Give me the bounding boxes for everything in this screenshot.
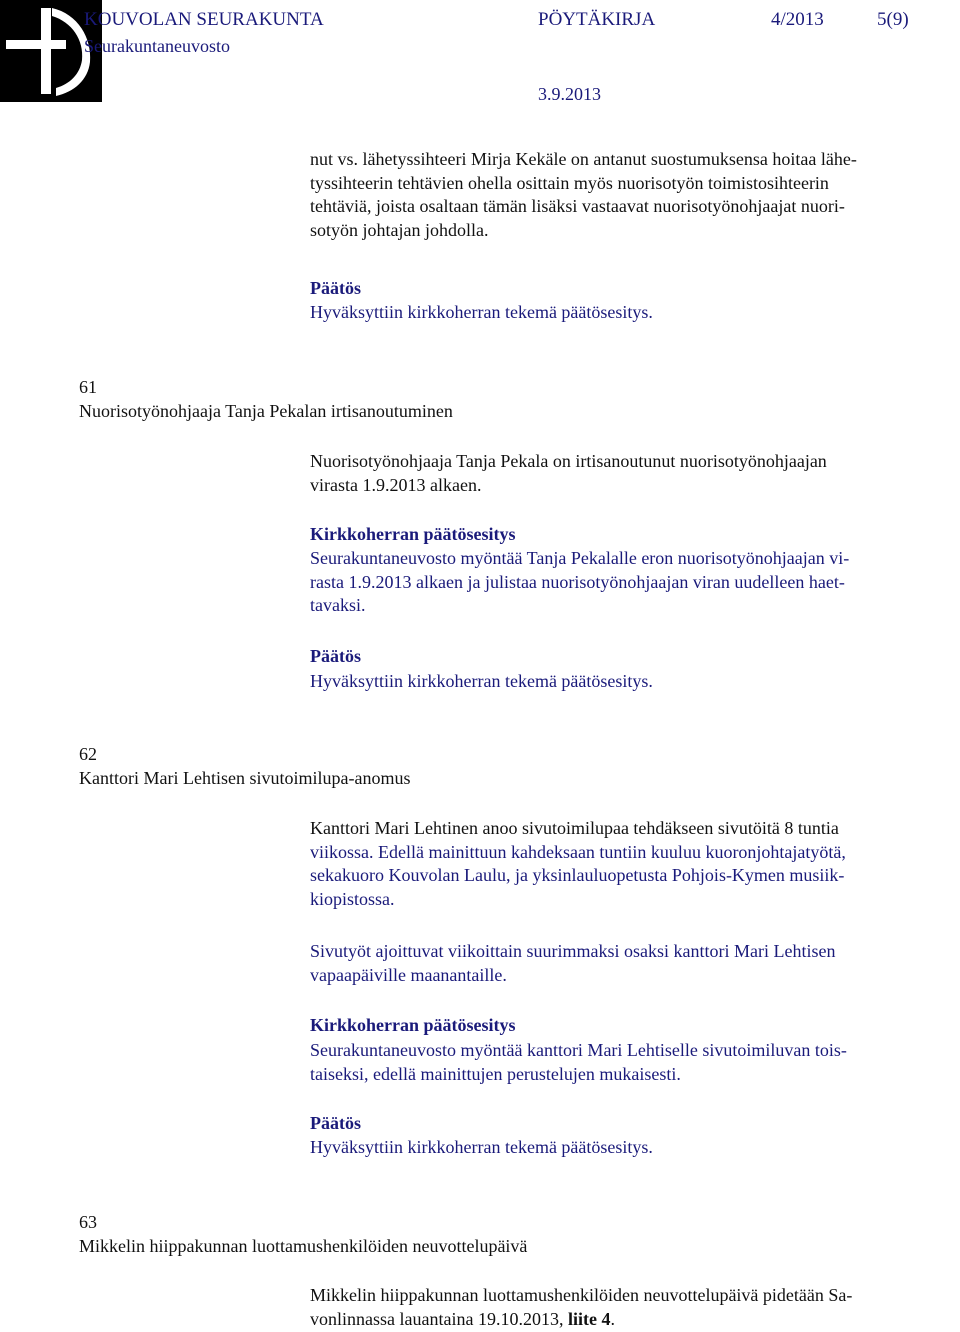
body-line: Mikkelin hiippakunnan luottamushenkilöiden neuvottelupäivä pidetään Sa- <box>310 1285 853 1305</box>
attachment-reference: liite 4 <box>567 1308 611 1329</box>
body-line: sekakuoro Kouvolan Laulu, ja yksinlauluopetusta Pohjois-Kymen musiik- <box>310 865 845 885</box>
org-body: Seurakuntaneuvosto <box>84 36 230 56</box>
intro-line: tehtäviä, joista osaltaan tämän lisäksi vastaavat nuorisotyönohjaajat nuori- <box>310 196 845 216</box>
body-punctuation: . <box>610 1308 615 1329</box>
section-61-number: 61 <box>79 377 97 397</box>
section-63-number: 63 <box>79 1212 97 1232</box>
intro-line: tyssihteerin tehtävien ohella osittain myös nuorisotyön toimistosihteerin <box>310 172 829 193</box>
body-text: vonlinnassa lauantaina 19.10.2013, <box>310 1308 568 1329</box>
body-line: Kanttori Mari Lehtinen anoo sivutoimilupaa tehdäkseen sivutöitä 8 tuntia <box>310 818 839 838</box>
section-62-title: Kanttori Mari Lehtisen sivutoimilupa-anomus <box>79 768 411 788</box>
section-62-number: 62 <box>79 744 97 764</box>
doc-number: 4/2013 <box>771 9 824 30</box>
section-63-body <box>310 1284 950 1331</box>
proposal-line: tavaksi. <box>310 595 366 615</box>
intro-line: nut vs. lähetyssihteeri Mirja Kekäle on antanut suostumuksensa hoitaa lähe- <box>310 149 857 169</box>
intro-paragraph <box>310 148 950 242</box>
meeting-date: 3.9.2013 <box>538 84 601 104</box>
proposal-line: Seurakuntaneuvosto myöntää kanttori Mari Lehtiselle sivutoimiluvan tois- <box>310 1040 847 1060</box>
section-61-decision-heading: Päätös <box>310 646 361 666</box>
proposal-line: rasta 1.9.2013 alkaen ja julistaa nuorisotyönohjaajan viran uudelleen haet- <box>310 571 845 592</box>
doc-type: PÖYTÄKIRJA <box>538 9 656 30</box>
section-62-decision-text: Hyväksyttiin kirkkoherran tekemä päätösesitys. <box>310 1137 653 1157</box>
section-62-body-2 <box>310 940 950 987</box>
body-line: vapaapäiville maanantaille. <box>310 964 507 985</box>
section-61-proposal-heading: Kirkkoherran päätösesitys <box>310 524 516 544</box>
body-line <box>310 1308 950 1332</box>
section-61-decision-text: Hyväksyttiin kirkkoherran tekemä päätösesitys. <box>310 671 653 691</box>
section-61-body <box>310 450 950 497</box>
proposal-line: Seurakuntaneuvosto myöntää Tanja Pekalalle eron nuorisotyönohjaajan vi- <box>310 548 850 568</box>
body-line: Nuorisotyönohjaaja Tanja Pekala on irtisanoutunut nuorisotyönohjaajan <box>310 451 827 471</box>
section-61-title: Nuorisotyönohjaaja Tanja Pekalan irtisanoutuminen <box>79 401 453 421</box>
proposal-line: taiseksi, edellä mainittujen perustelujen mukaisesti. <box>310 1063 681 1084</box>
section-61-proposal <box>310 547 950 618</box>
page-number: 5(9) <box>877 9 909 30</box>
org-name: KOUVOLAN SEURAKUNTA <box>84 9 324 30</box>
body-line: viikossa. Edellä mainittuun kahdeksaan tuntiin kuuluu kuoronjohtajatyötä, <box>310 841 846 862</box>
body-line: Sivutyöt ajoittuvat viikoittain suurimmaksi osaksi kanttori Mari Lehtisen <box>310 941 836 961</box>
section-62-decision-heading: Päätös <box>310 1113 361 1133</box>
section-62-proposal-heading: Kirkkoherran päätösesitys <box>310 1015 516 1035</box>
section-62-body <box>310 817 950 911</box>
intro-decision-text: Hyväksyttiin kirkkoherran tekemä päätösesitys. <box>310 302 653 322</box>
intro-line: sotyön johtajan johdolla. <box>310 219 489 240</box>
section-62-proposal <box>310 1039 950 1086</box>
intro-decision-heading: Päätös <box>310 278 361 298</box>
body-line: virasta 1.9.2013 alkaen. <box>310 474 482 495</box>
section-63-title: Mikkelin hiippakunnan luottamushenkilöiden neuvottelupäivä <box>79 1236 528 1256</box>
body-line: kiopistossa. <box>310 888 395 909</box>
